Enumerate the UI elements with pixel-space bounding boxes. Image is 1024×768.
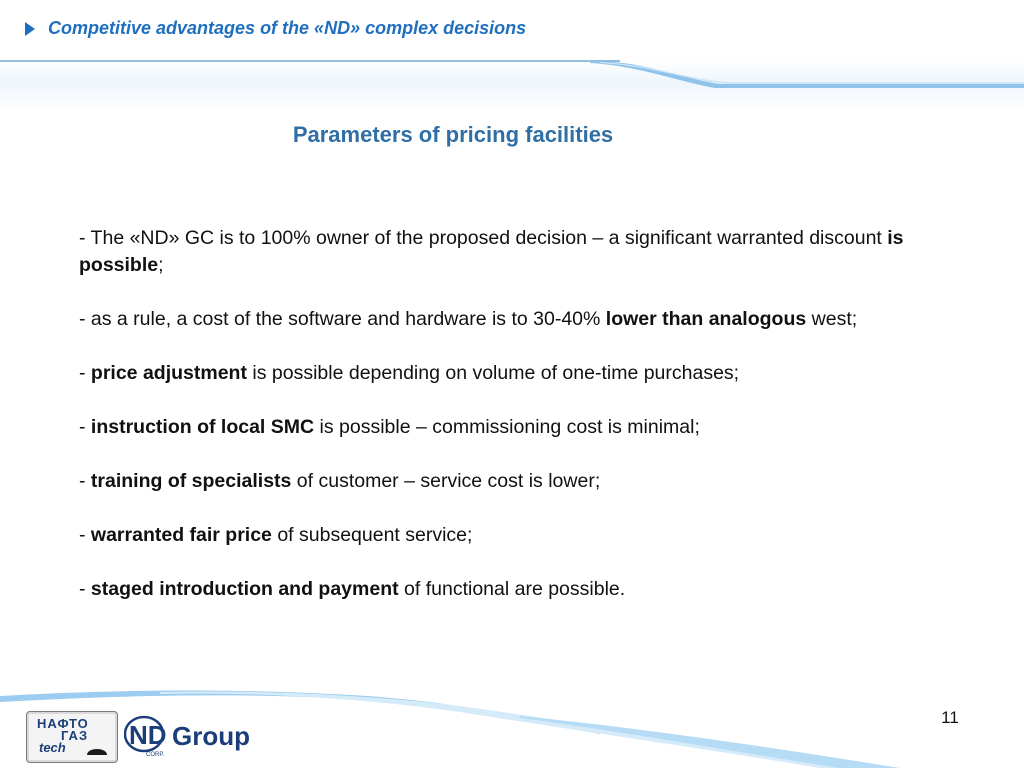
svg-text:CORP.: CORP. <box>146 752 165 758</box>
slide-title: Parameters of pricing facilities <box>292 122 614 147</box>
bullet-item: - staged introduction and payment of functional are possible. <box>79 578 626 600</box>
svg-text:Group: Group <box>172 721 250 751</box>
bullet-item: - warranted fair price of subsequent service; <box>79 524 473 546</box>
naftogaz-tech-logo: НАФТО ГАЗ tech <box>26 711 118 763</box>
page-number: 11 <box>941 708 959 727</box>
header-wave-decoration <box>0 0 1024 110</box>
svg-text:ND: ND <box>129 720 167 750</box>
bullet-item: - training of specialists of customer – service cost is lower; <box>79 470 601 492</box>
nd-group-logo <box>124 712 254 760</box>
bullet-item: - instruction of local SMC is possible – commissioning cost is minimal; <box>79 416 700 438</box>
drop-icon <box>85 743 109 757</box>
bullet-item: - The «ND» GC is to 100% owner of the proposed decision – a significant warranted discount is possible; <box>79 227 904 276</box>
triangle-bullet-icon <box>25 22 37 36</box>
bullet-item: - as a rule, a cost of the software and hardware is to 30-40% lower than analogous west; <box>79 308 858 330</box>
bullet-list <box>79 225 969 630</box>
bullet-item: - price adjustment is possible depending on volume of one-time purchases; <box>79 362 740 384</box>
header-title: Competitive advantages of the «ND» complex decisions <box>48 18 527 38</box>
